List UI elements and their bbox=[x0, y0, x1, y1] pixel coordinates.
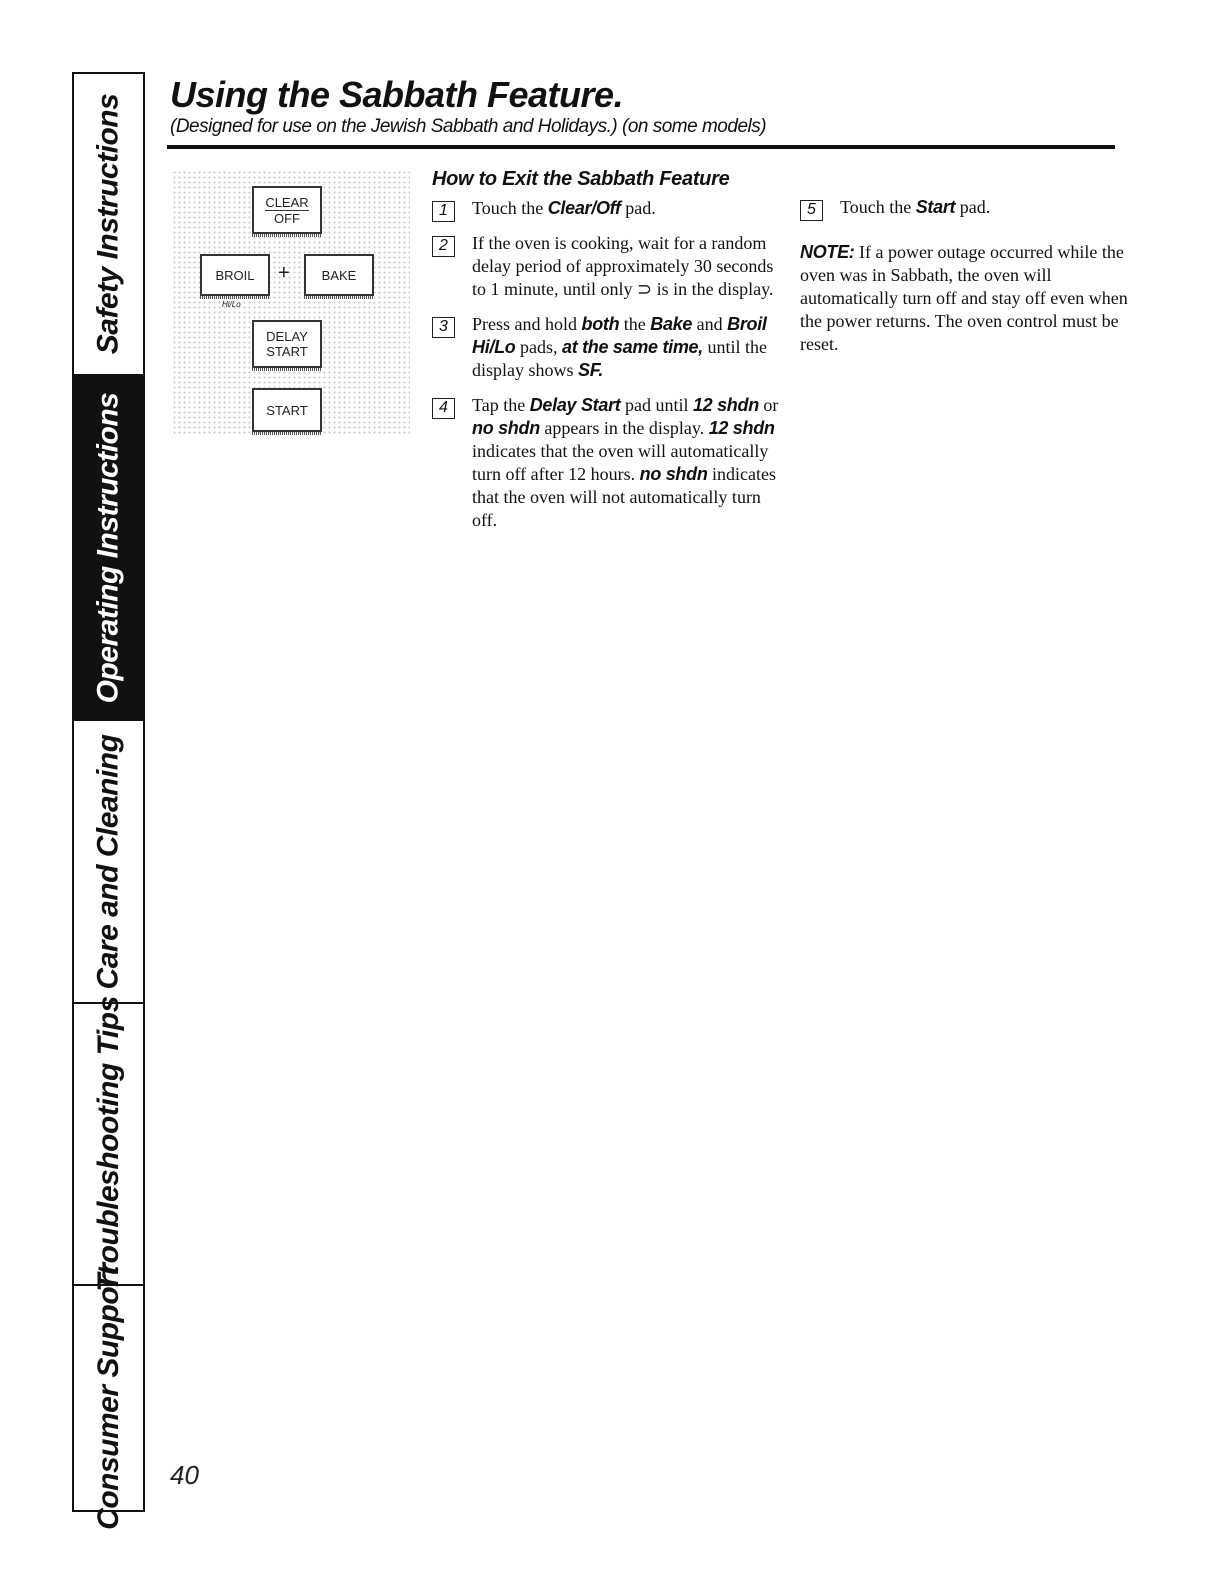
pad-label: BAKE bbox=[321, 267, 357, 283]
step-number: 3 bbox=[432, 317, 455, 338]
broil-pad bbox=[200, 254, 270, 296]
delay-start-pad bbox=[252, 320, 322, 368]
tab-troubleshooting-tips[interactable] bbox=[74, 996, 143, 1292]
control-panel-illustration bbox=[172, 170, 410, 435]
step-5 bbox=[800, 196, 1130, 219]
plus-sign: + bbox=[278, 262, 290, 284]
keyword: Delay Start bbox=[529, 395, 621, 415]
step-text: pad. bbox=[955, 197, 991, 217]
step-text: If the oven is cooking, wait for a random delay period of approximately 30 seconds to 1 minute, until only ⊃ is in the display. bbox=[472, 233, 774, 299]
step-3 bbox=[432, 313, 782, 382]
power-outage-note bbox=[800, 241, 1130, 356]
note-label: NOTE: bbox=[800, 242, 855, 262]
keyword: SF. bbox=[578, 360, 604, 380]
pad-label: OFF bbox=[274, 210, 300, 226]
keyword: no shdn bbox=[472, 418, 540, 438]
step-1 bbox=[432, 197, 782, 220]
keyword: 12 shdn bbox=[692, 395, 759, 415]
step-text: pads, bbox=[515, 337, 562, 357]
instructions-column-2 bbox=[800, 196, 1130, 356]
tab-label: Troubleshooting Tips bbox=[91, 996, 125, 1292]
tab-care-and-cleaning[interactable] bbox=[74, 719, 143, 1002]
step-text: until the display shows bbox=[472, 337, 767, 380]
step-text: pad. bbox=[620, 198, 656, 218]
tab-safety-instructions[interactable] bbox=[74, 74, 143, 374]
pad-label: BROIL bbox=[215, 267, 255, 283]
keyword: Start bbox=[915, 197, 956, 217]
pad-label: DELAY bbox=[266, 329, 308, 344]
step-4 bbox=[432, 394, 782, 532]
tab-consumer-support[interactable] bbox=[74, 1266, 143, 1530]
section-heading: How to Exit the Sabbath Feature bbox=[432, 168, 730, 190]
tab-operating-instructions[interactable] bbox=[74, 374, 143, 719]
header-divider bbox=[167, 145, 1115, 149]
tab-label: Safety Instructions bbox=[91, 93, 125, 355]
keyword: both bbox=[581, 314, 620, 334]
page-title: Using the Sabbath Feature. bbox=[170, 74, 624, 115]
step-text: and bbox=[692, 314, 728, 334]
clear-off-pad bbox=[252, 186, 322, 234]
pad-label: START bbox=[266, 402, 308, 418]
step-number: 5 bbox=[800, 200, 823, 221]
step-number: 2 bbox=[432, 236, 455, 257]
section-tabs bbox=[72, 72, 145, 1530]
tab-label: Consumer Support bbox=[91, 1266, 125, 1530]
note-text: If a power outage occurred while the oven was in Sabbath, the oven will automatically turn off and stay off even when the power returns. The oven control must be reset. bbox=[800, 242, 1128, 354]
step-text: Touch the bbox=[472, 198, 548, 218]
step-text: indicates that the oven will not automatically turn off. bbox=[472, 464, 776, 530]
step-number: 1 bbox=[432, 201, 455, 222]
pad-label: START bbox=[266, 344, 308, 359]
step-text: Press and hold bbox=[472, 314, 582, 334]
pad-label: CLEAR bbox=[265, 194, 309, 210]
step-2 bbox=[432, 232, 782, 301]
step-text: Tap the bbox=[472, 395, 530, 415]
bake-pad bbox=[304, 254, 374, 296]
step-text: the bbox=[619, 314, 651, 334]
step-text: indicates that the oven will automatically turn off after 12 hours. bbox=[472, 441, 769, 484]
keyword: Broil Hi/Lo bbox=[472, 314, 767, 357]
page-subtitle: (Designed for use on the Jewish Sabbath and Holidays.) (on some models) bbox=[170, 116, 767, 137]
page-number: 40 bbox=[170, 1460, 199, 1490]
keyword: 12 shdn bbox=[708, 418, 775, 438]
step-text: or bbox=[758, 395, 779, 415]
start-pad bbox=[252, 388, 322, 432]
keyword: at the same time, bbox=[562, 337, 703, 357]
step-number: 4 bbox=[432, 398, 455, 419]
keyword: Bake bbox=[650, 314, 693, 334]
tab-label: Operating Instructions bbox=[91, 392, 125, 703]
instructions-column-1 bbox=[432, 168, 782, 544]
step-text: Touch the bbox=[840, 197, 916, 217]
step-text: pad until bbox=[620, 395, 693, 415]
keyword: no shdn bbox=[639, 464, 708, 484]
tab-label: Care and Cleaning bbox=[91, 734, 125, 989]
hilo-label: Hi/Lo bbox=[222, 300, 241, 309]
step-text: appears in the display. bbox=[539, 418, 709, 438]
keyword: Clear/Off bbox=[547, 198, 621, 218]
